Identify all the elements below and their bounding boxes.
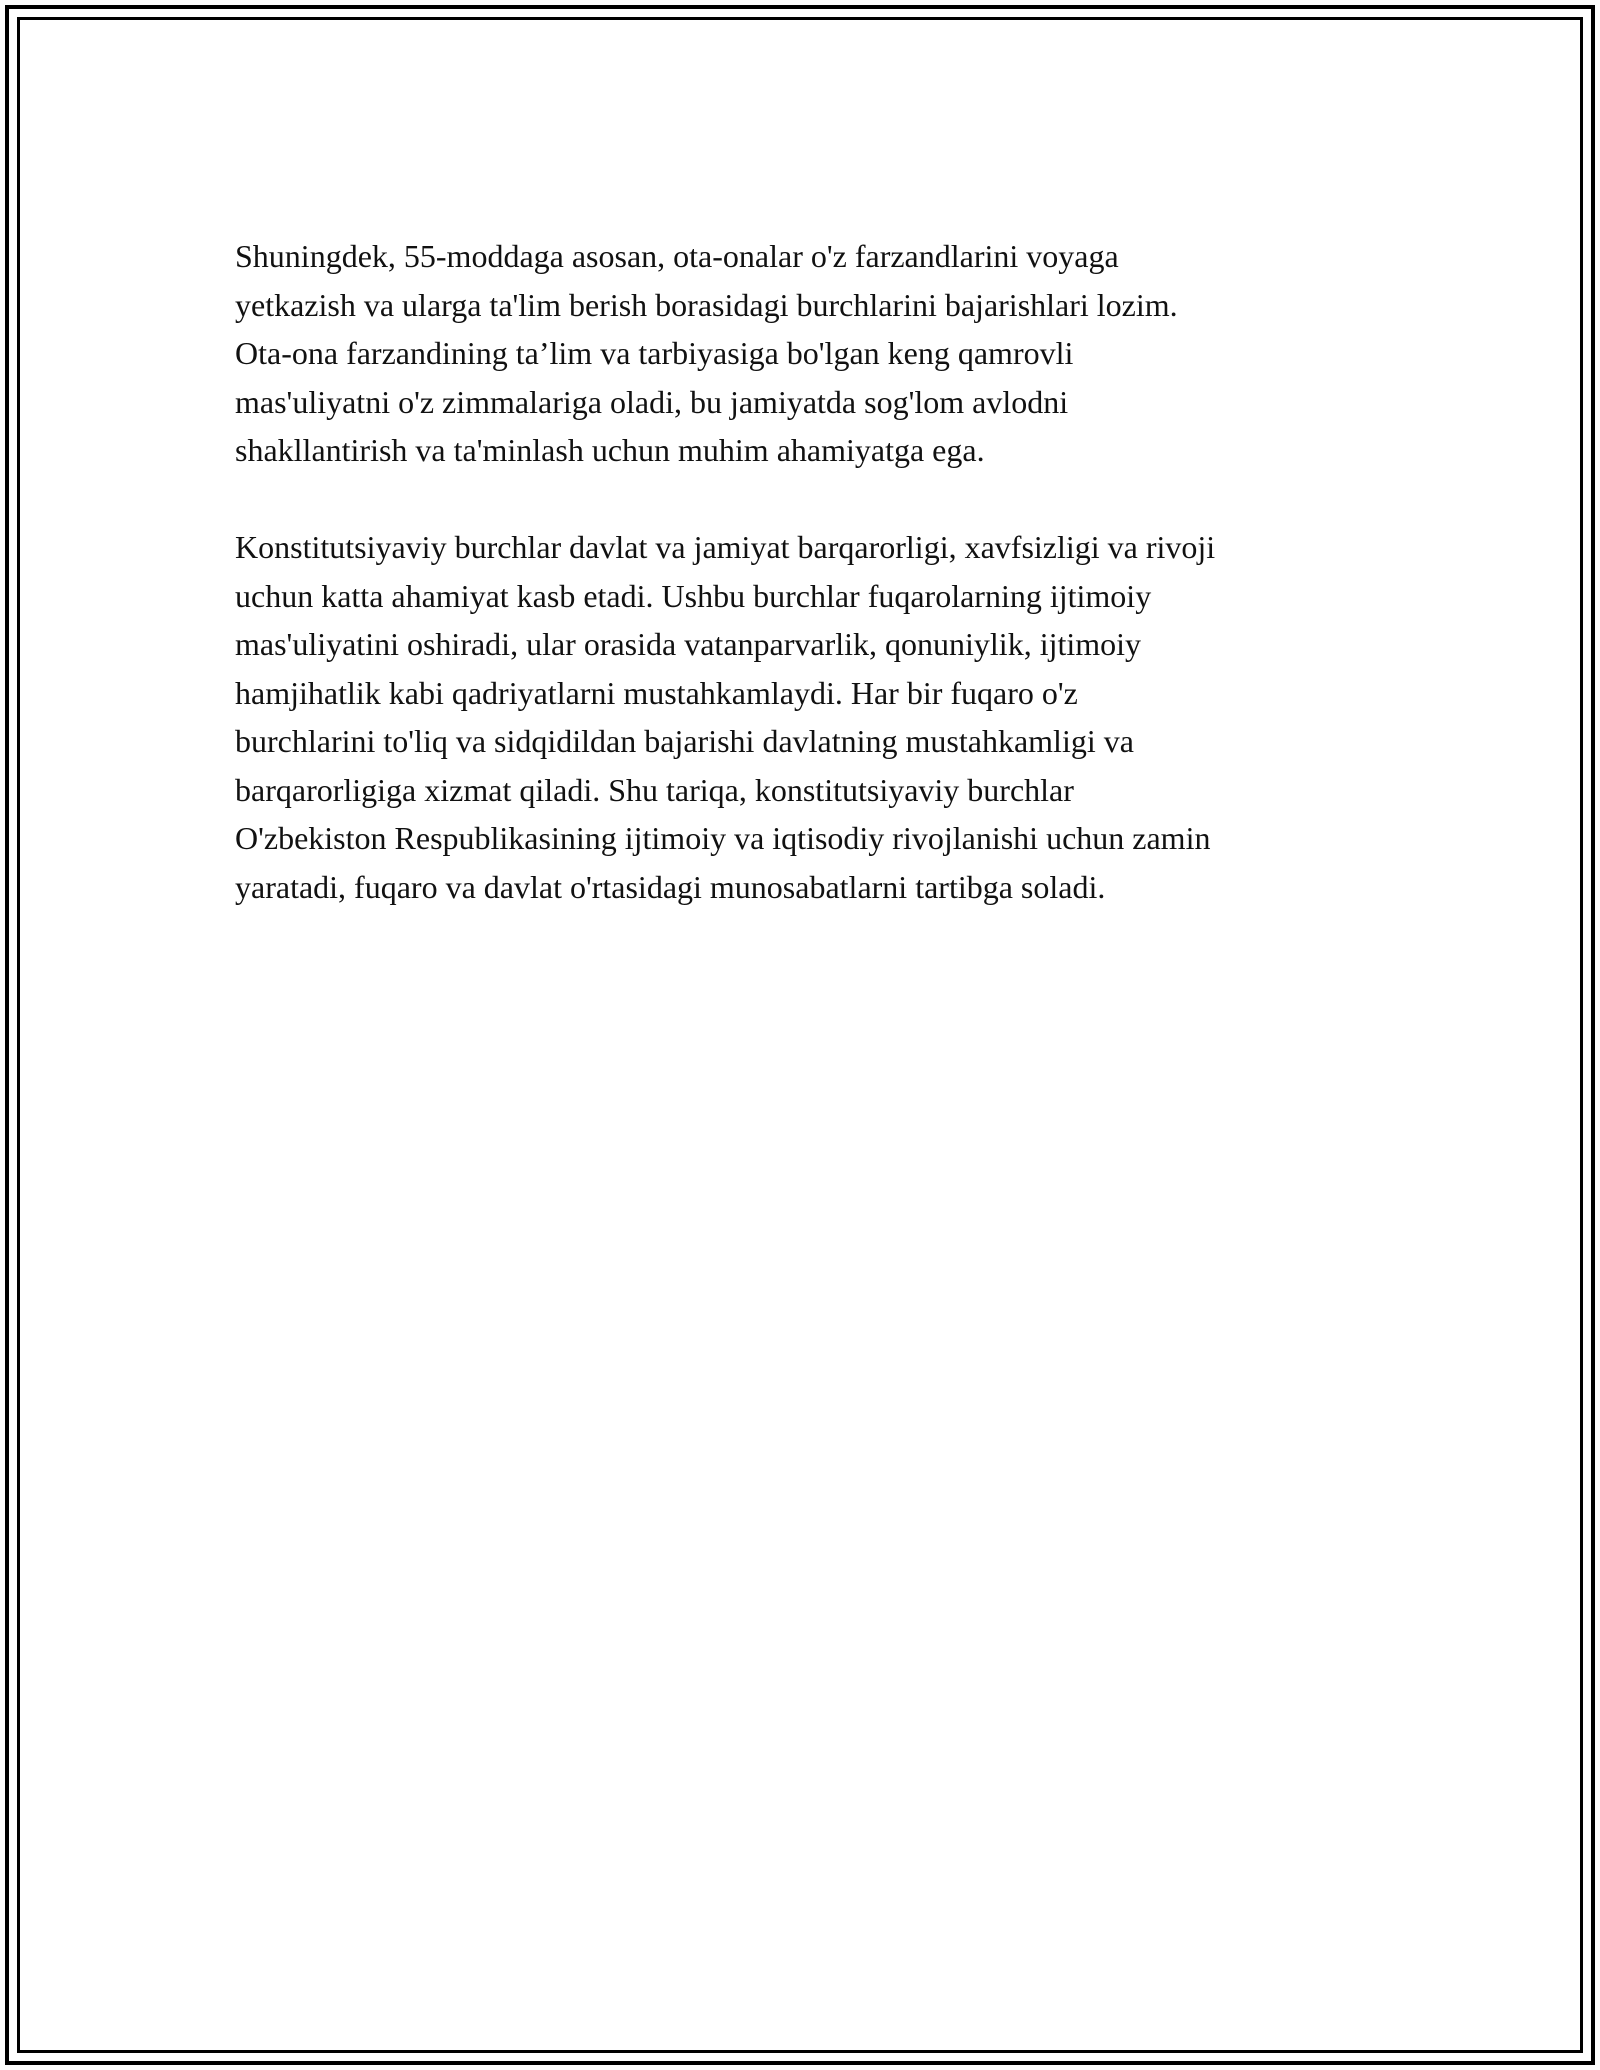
text-line: O'zbekiston Respublikasining ijtimoiy va iqtisodiy rivojlanishi uchun zamin (235, 820, 1211, 856)
text-line: barqarorligiga xizmat qiladi. Shu tariqa, konstitutsiyaviy burchlar (235, 771, 1074, 808)
document-body (235, 232, 1385, 911)
text-line: burchlarini to'liq va sidqidildan bajarishi davlatning mustahkamligi va (235, 723, 1134, 759)
text-line: uchun katta ahamiyat kasb etadi. Ushbu burchlar fuqarolarning ijtimoiy (235, 577, 1152, 614)
text-line: Shuningdek, 55-moddaga asosan, ota-onalar o'z farzandlarini voyaga (235, 238, 1119, 274)
text-line: Ota-ona farzandining ta’lim va tarbiyasiga bo'lgan keng qamrovli (235, 335, 1074, 371)
text-line: mas'uliyatni o'z zimmalariga oladi, bu jamiyatda sog'lom avlodni (235, 383, 1069, 420)
text-line: mas'uliyatini oshiradi, ular orasida vatanparvarlik, qonuniylik, ijtimoiy (235, 626, 1142, 662)
text-line: Konstitutsiyaviy burchlar davlat va jamiyat barqarorligi, xavfsizligi va rivoji (235, 529, 1216, 565)
paragraph-constitutional-duties (235, 523, 1385, 911)
text-line: hamjihatlik kabi qadriyatlarni mustahkamlaydi. Har bir fuqaro o'z (235, 674, 1078, 711)
text-line: yaratadi, fuqaro va davlat o'rtasidagi munosabatlarni tartibga soladi. (235, 868, 1106, 905)
text-line: yetkazish va ularga ta'lim berish borasidagi burchlarini bajarishlari lozim. (235, 286, 1178, 323)
text-line: shakllantirish va ta'minlash uchun muhim ahamiyatga ega. (235, 432, 985, 468)
paragraph-parental-duties (235, 232, 1385, 475)
